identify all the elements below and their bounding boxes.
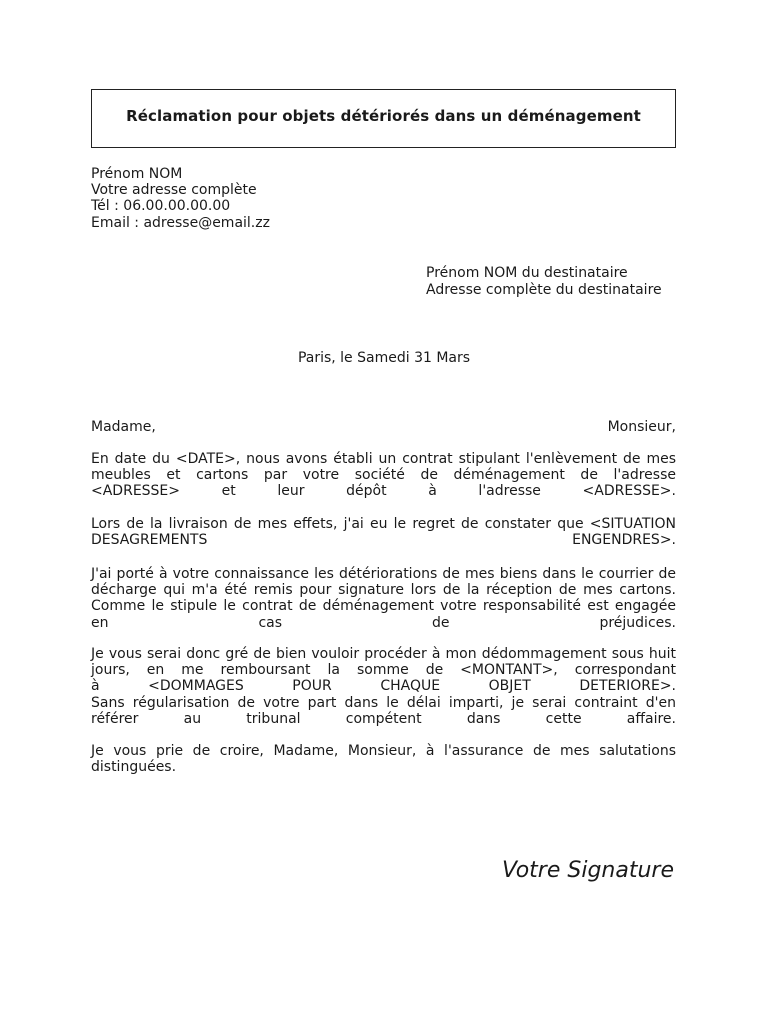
recipient-name: Prénom NOM du destinataire (426, 265, 628, 281)
sender-address: Votre adresse complète (91, 182, 257, 199)
salutation (91, 419, 676, 435)
paragraph-line: meubles et cartons par votre société de déménagement de l'adresse (91, 467, 676, 484)
date-line: Paris, le Samedi 31 Mars (297, 350, 471, 366)
paragraph-damage-notice (91, 566, 676, 631)
paragraph-line: référer au tribunal compétent dans cette affaire. (91, 710, 676, 727)
title-box (91, 89, 676, 148)
sender-block (91, 166, 270, 231)
paragraph-delivery (91, 516, 676, 548)
paragraph-line: Je vous prie de croire, Madame, Monsieur, à l'assurance de mes salutations (91, 743, 676, 759)
paragraph-line: DESAGREMENTS ENGENDRES>. (91, 532, 676, 549)
paragraph-compensation (91, 646, 676, 727)
paragraph-line: J'ai porté à votre connaissance les détériorations de mes biens dans le courrier de (91, 566, 676, 582)
sender-email: Email : adresse@email.zz (91, 214, 270, 231)
paragraph-line: distinguées. (91, 759, 177, 776)
paragraph-line: décharge qui m'a été remis pour signature lors de la réception de mes cartons. (91, 582, 676, 599)
paragraph-line: jours, en me remboursant la somme de <MONTANT>, correspondant (91, 662, 676, 679)
paragraph-line: Comme le stipule le contrat de déménagement votre responsabilité est engagée (91, 598, 676, 615)
paragraph-line: Je vous serai donc gré de bien vouloir procéder à mon dédommagement sous huit (91, 646, 676, 662)
paragraph-line: à <DOMMAGES POUR CHAQUE OBJET DETERIORE>. (91, 678, 676, 695)
sender-name: Prénom NOM (91, 166, 183, 182)
sender-phone: Tél : 06.00.00.00.00 (91, 198, 231, 215)
paragraph-line: En date du <DATE>, nous avons établi un contrat stipulant l'enlèvement de mes (91, 451, 676, 467)
paragraph-closing (91, 743, 676, 775)
recipient-block (426, 265, 662, 299)
document-title: Réclamation pour objets détériorés dans un déménagement (126, 106, 641, 125)
paragraph-line: en cas de préjudices. (91, 614, 676, 631)
paragraph-line: Sans régularisation de votre part dans le délai imparti, je serai contraint d'en (91, 694, 676, 711)
recipient-address: Adresse complète du destinataire (426, 282, 662, 298)
paragraph-line: <ADRESSE> et leur dépôt à l'adresse <ADRESSE>. (91, 483, 676, 500)
paragraph-contract (91, 451, 676, 500)
salutation-monsieur: Monsieur, (607, 419, 676, 435)
paragraph-line: Lors de la livraison de mes effets, j'ai eu le regret de constater que <SITUATION (91, 516, 676, 532)
salutation-madame: Madame, (91, 419, 156, 435)
signature: Votre Signature (501, 858, 674, 883)
